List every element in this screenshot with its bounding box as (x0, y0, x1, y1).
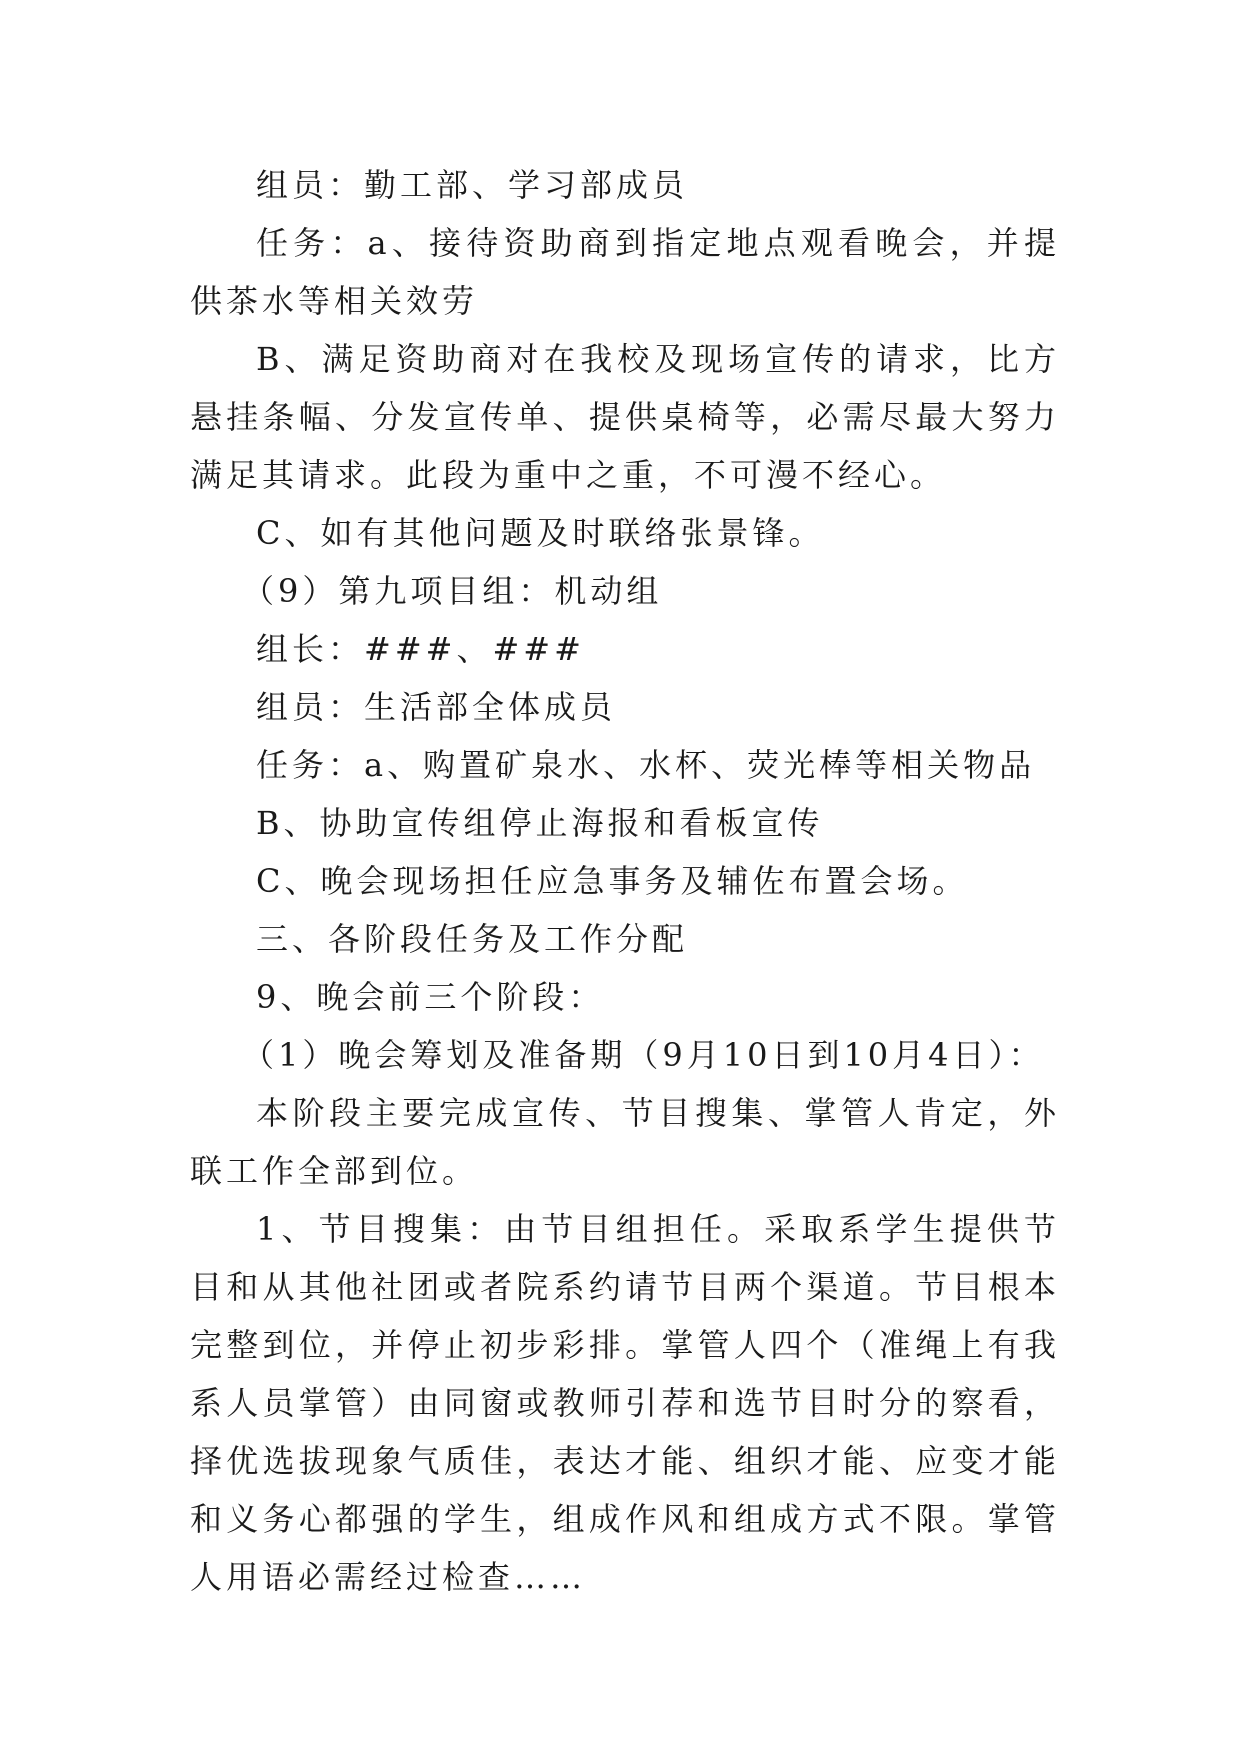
paragraph-members: 组员：勤工部、学习部成员 (256, 166, 689, 204)
paragraph-group-9-heading: （9）第九项目组：机动组 (242, 572, 663, 610)
paragraph-phase-1-heading: （1）晚会筹划及准备期（9月10日到10月4日）： (242, 1036, 1045, 1074)
paragraph-phase-1-summary: 本阶段主要完成宣传、节目搜集、掌管人肯定，外联工作全部到位。 (190, 1094, 1060, 1190)
paragraph-group-members: 组员：生活部全体成员 (256, 688, 617, 726)
paragraph-task-a: 任务：a、接待资助商到指定地点观看晚会，并提供茶水等相关效劳 (190, 224, 1060, 320)
paragraph-group-task-c: C、晚会现场担任应急事务及辅佐布置会场。 (256, 862, 969, 900)
paragraph-group-task-a: 任务：a、购置矿泉水、水杯、荧光棒等相关物品 (256, 746, 1036, 784)
paragraph-group-leader: 组长：###、### (256, 630, 585, 668)
paragraph-program-collection: 1、节目搜集：由节目组担任。采取系学生提供节目和从其他社团或者院系约请节目两个渠道。节目根本完整到位，并停止初步彩排。掌管人四个（准绳上有我系人员掌管）由同窗或教师引荐和选节目时分的察看，择优选拔现象气质佳，表达才能、组织才能、应变才能和义务心都强的学生，组成作风和组成方式不限。掌管人用语必需经过检查…… (190, 1210, 1060, 1596)
document-body (190, 156, 1060, 1606)
section-heading-3: 三、各阶段任务及工作分配 (256, 920, 689, 958)
paragraph-task-b: B、满足资助商对在我校及现场宣传的请求，比方悬挂条幅、分发宣传单、提供桌椅等，必需尽最大努力满足其请求。此段为重中之重，不可漫不经心。 (190, 340, 1060, 494)
paragraph-group-task-b: B、协助宣传组停止海报和看板宣传 (256, 804, 824, 842)
paragraph-task-c: C、如有其他问题及时联络张景锋。 (256, 514, 825, 552)
paragraph-phase-heading: 9、晚会前三个阶段： (256, 978, 605, 1016)
